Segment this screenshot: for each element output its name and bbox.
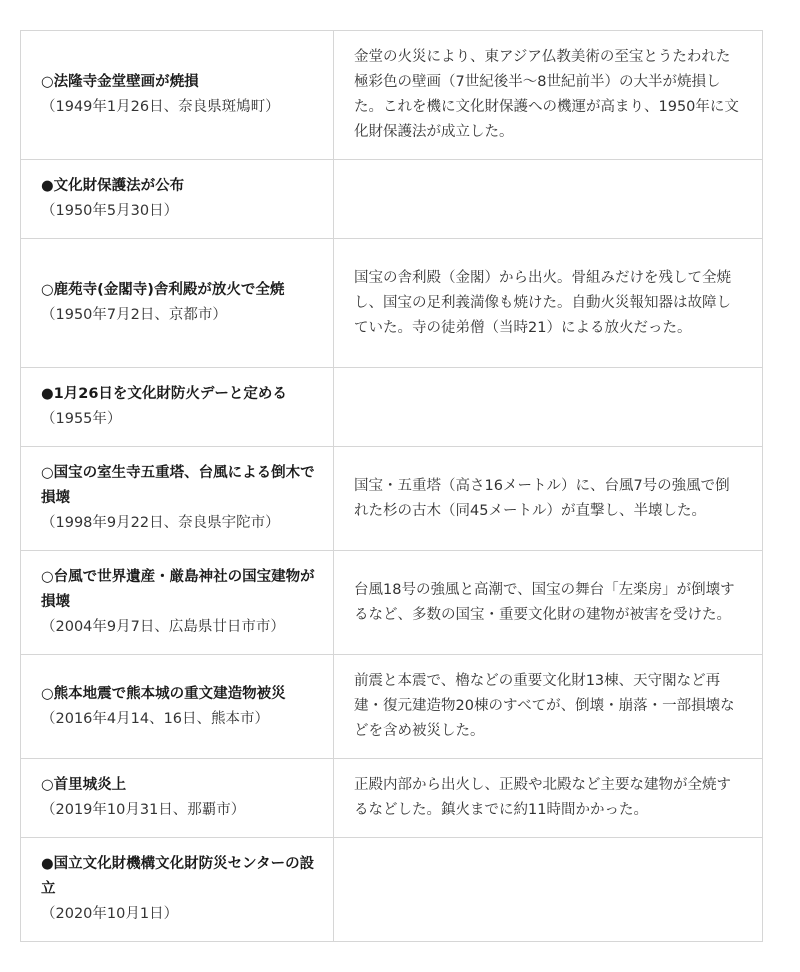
event-date: （2019年10月31日、那覇市） <box>41 802 246 818</box>
event-cell <box>21 655 334 759</box>
table-row <box>21 838 763 942</box>
table-row <box>21 447 763 551</box>
description-cell <box>334 447 763 551</box>
description-cell <box>334 239 763 368</box>
event-title: ○鹿苑寺(金閣寺)舎利殿が放火で全焼 <box>41 282 285 298</box>
event-description: 前震と本震で、櫓などの重要文化財13棟、天守閣など再建・復元建造物20棟のすべてが、倒壊・崩落・一部損壊などを含め被災した。 <box>354 673 735 739</box>
event-description: 正殿内部から出火し、正殿や北殿など主要な建物が全焼するなどした。鎮火までに約11時間かかった。 <box>354 777 731 818</box>
description-cell <box>334 368 763 447</box>
table-row <box>21 551 763 655</box>
event-title: ○首里城炎上 <box>41 777 127 793</box>
table-row <box>21 31 763 160</box>
event-title: ○国宝の室生寺五重塔、台風による倒木で損壊 <box>41 465 315 506</box>
event-title: ●1月26日を文化財防火デーと定める <box>41 386 287 402</box>
event-date: （2016年4月14、16日、熊本市） <box>41 710 270 727</box>
event-cell <box>21 239 334 368</box>
event-date: （1950年7月2日、京都市） <box>41 307 227 323</box>
event-title: ●文化財保護法が公布 <box>41 178 185 194</box>
table-row <box>21 160 763 239</box>
cultural-property-disaster-timeline <box>20 30 763 942</box>
description-cell <box>334 759 763 838</box>
event-title: ●国立文化財機構文化財防災センターの設立 <box>41 856 315 897</box>
table-row <box>21 239 763 368</box>
event-cell <box>21 551 334 655</box>
event-date: （1955年） <box>41 411 122 427</box>
event-description: 金堂の火災により、東アジア仏教美術の至宝とうたわれた極彩色の壁画（7世紀後半〜8世紀前半）の大半が焼損した。これを機に文化財保護への機運が高まり、1950年に文化財保護法が成立した。 <box>354 49 739 140</box>
chronology-table-container <box>20 30 762 942</box>
description-cell <box>334 31 763 160</box>
event-cell <box>21 368 334 447</box>
event-description: 台風18号の強風と高潮で、国宝の舞台「左楽房」が倒壊するなど、多数の国宝・重要文化財の建物が被害を受けた。 <box>354 581 735 623</box>
description-cell <box>334 655 763 759</box>
event-date: （2004年9月7日、広島県廿日市市） <box>41 619 285 635</box>
event-cell <box>21 447 334 551</box>
description-cell <box>334 838 763 942</box>
event-cell <box>21 160 334 239</box>
event-cell <box>21 759 334 838</box>
event-description: 国宝の舎利殿（金閣）から出火。骨組みだけを残して全焼し、国宝の足利義満像も焼けた。自動火災報知器は故障していた。寺の徒弟僧（当時21）による放火だった。 <box>354 269 731 336</box>
event-cell <box>21 31 334 160</box>
description-cell <box>334 160 763 239</box>
event-date: （1949年1月26日、奈良県斑鳩町） <box>41 99 280 115</box>
event-date: （1950年5月30日） <box>41 203 179 219</box>
table-row <box>21 655 763 759</box>
table-row <box>21 368 763 447</box>
table-row <box>21 759 763 838</box>
event-description: 国宝・五重塔（高さ16メートル）に、台風7号の強風で倒れた杉の古木（同45メートル）が直撃し、半壊した。 <box>354 477 730 519</box>
event-date: （2020年10月1日） <box>41 906 179 922</box>
description-cell <box>334 551 763 655</box>
event-title: ○熊本地震で熊本城の重文建造物被災 <box>41 685 286 702</box>
event-title: ○台風で世界遺産・厳島神社の国宝建物が損壊 <box>41 569 315 610</box>
event-title: ○法隆寺金堂壁画が焼損 <box>41 74 199 90</box>
event-cell <box>21 838 334 942</box>
event-date: （1998年9月22日、奈良県宇陀市） <box>41 515 280 531</box>
